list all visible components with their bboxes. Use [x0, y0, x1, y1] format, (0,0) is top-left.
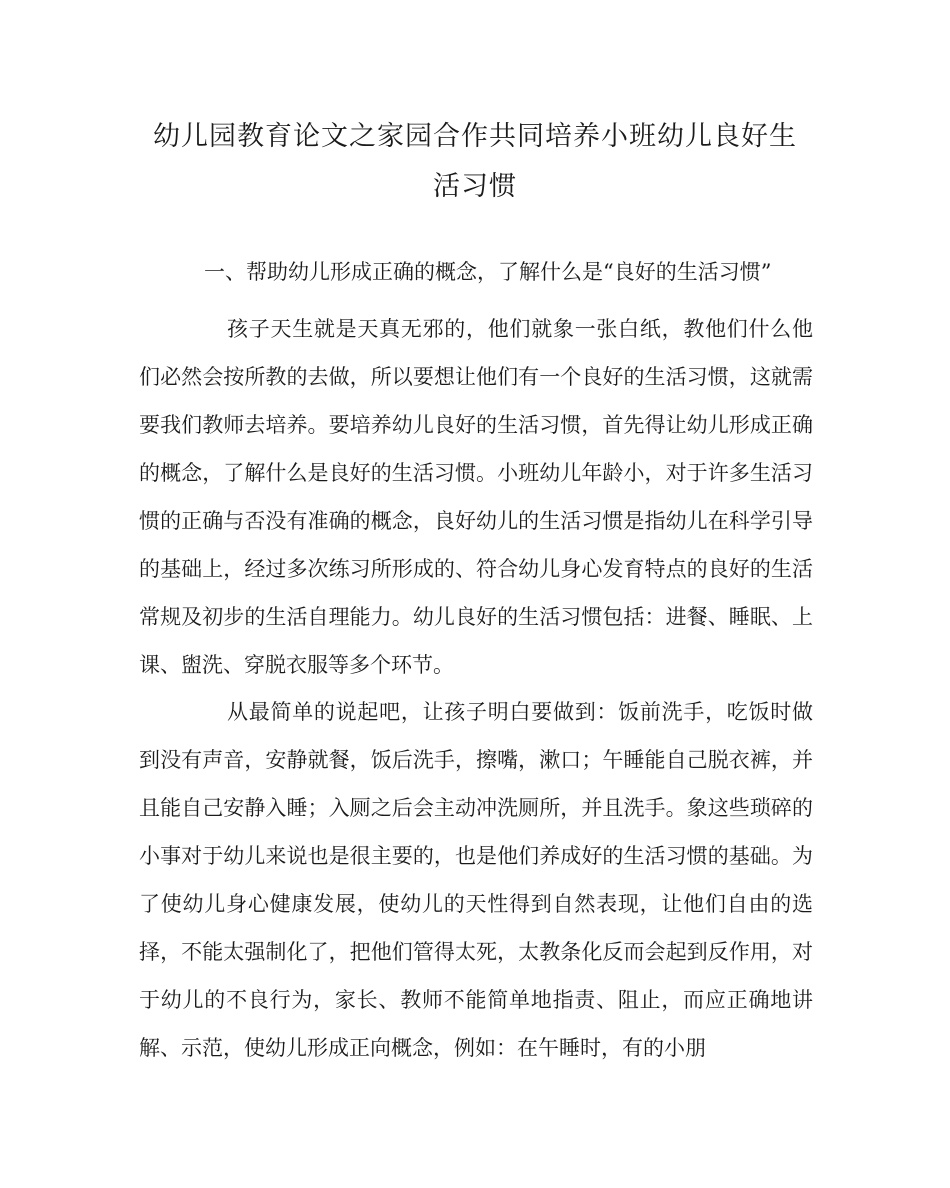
- section-heading: 一、帮助幼儿形成正确的概念，了解什么是“良好的生活习惯”: [204, 260, 772, 284]
- title-line-2: 活习惯: [433, 171, 517, 202]
- body-paragraph-1: 孩子天生就是天真无邪的，他们就象一张白纸，教他们什么他们必然会按所教的去做，所以要想让他们有一个良好的生活习惯，这就需要我们教师去培养。要培养幼儿良好的生活习惯，首先得让幼儿形成正确的概念，了解什么是良好的生活习惯。小班幼儿年龄小，对于许多生活习惯的正确与否没有准确的概念，良好幼儿的生活习惯是指幼儿在科学引导的基础上，经过多次练习所形成的、符合幼儿身心发育特点的良好的生活常规及初步的生活自理能力。幼儿良好的生活习惯包括：进餐、睡眠、上课、盥洗、穿脱衣服等多个环节。: [139, 317, 813, 677]
- body-paragraph-2: 从最简单的说起吧，让孩子明白要做到：饭前洗手，吃饭时做到没有声音，安静就餐，饭后洗手，擦嘴，漱口；午睡能自己脱衣裤，并且能自己安静入睡；入厕之后会主动冲洗厕所，并且洗手。象这些琐碎的小事对于幼儿来说也是很主要的，也是他们养成好的生活习惯的基础。为了使幼儿身心健康发展，使幼儿的天性得到自然表现，让他们自由的选择，不能太强制化了，把他们管得太死，太教条化反而会起到反作用，对于幼儿的不良行为，家长、教师不能简单地指责、阻止，而应正确地讲解、示范，使幼儿形成正向概念，例如：在午睡时，有的小朋: [139, 700, 813, 1060]
- title-line-1: 幼儿园教育论文之家园合作共同培养小班幼儿良好生: [153, 121, 797, 152]
- document-title: [140, 112, 810, 212]
